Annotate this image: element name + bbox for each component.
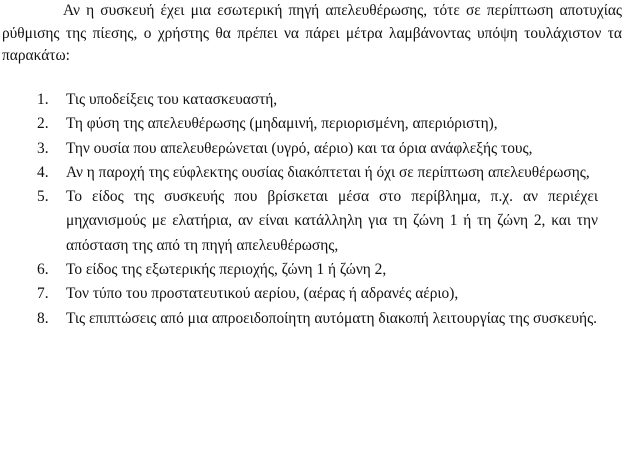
list-item	[0, 88, 629, 112]
list-item-text: Το είδος της εξωτερικής περιοχής, ζώνη 1 ή ζώνη 2,	[66, 261, 387, 279]
list-item	[0, 137, 629, 161]
intro-paragraph: Αν η συσκευή έχει μια εσωτερική πηγή απελευθέρωσης, τότε σε περίπτωση αποτυχίας ρύθμισης της πίεσης, ο χρήστης θα πρέπει να πάρει μέτρα λαμβάνοντας υπόψη τουλάχιστον τα παρακάτω:	[2, 2, 622, 64]
list-item	[0, 185, 629, 258]
list-item-number: 1.	[37, 91, 49, 108]
list-item	[0, 112, 629, 136]
list-item-text: Την ουσία που απελευθερώνεται (υγρό, αέριο) και τα όρια ανάφλεξής τους,	[66, 139, 533, 157]
list-item-text: Τη φύση της απελευθέρωσης (μηδαμινή, περιορισμένη, απεριόριστη),	[66, 115, 498, 133]
list-item-number: 5.	[37, 188, 49, 206]
list-item-number: 7.	[37, 285, 49, 303]
list-item-text: Τις υποδείξεις του κατασκευαστή,	[66, 91, 278, 108]
list-item-number: 2.	[37, 115, 49, 133]
list-item-text: Τις επιπτώσεις από μια απροειδοποίητη αυτόματη διακοπή λειτουργίας της συσκευής.	[66, 309, 598, 327]
list-item	[0, 307, 629, 331]
list-item-text: Αν η παροχή της εύφλεκτης ουσίας διακόπτεται ή όχι σε περίπτωση απελευθέρωσης,	[66, 163, 590, 181]
numbered-list	[0, 88, 629, 331]
list-item-number: 8.	[37, 309, 49, 327]
list-item-number: 3.	[37, 139, 49, 157]
list-item	[0, 282, 629, 306]
list-item-number: 4.	[37, 163, 49, 181]
list-item-text: Το είδος της συσκευής που βρίσκεται μέσα στο περίβλημα, π.χ. αν περιέχει μηχανισμούς με ελατήρια, αν είναι κατάλληλη για τη ζώνη 1 ή τη ζώνη 2, και την απόσταση της από τη πηγή απελευθέρωσης,	[66, 188, 598, 254]
list-item-text: Τον τύπο του προστατευτικού αερίου, (αέρας ή αδρανές αέριο),	[66, 285, 459, 303]
list-item-number: 6.	[37, 261, 49, 279]
list-item	[0, 161, 629, 185]
list-item	[0, 258, 629, 282]
